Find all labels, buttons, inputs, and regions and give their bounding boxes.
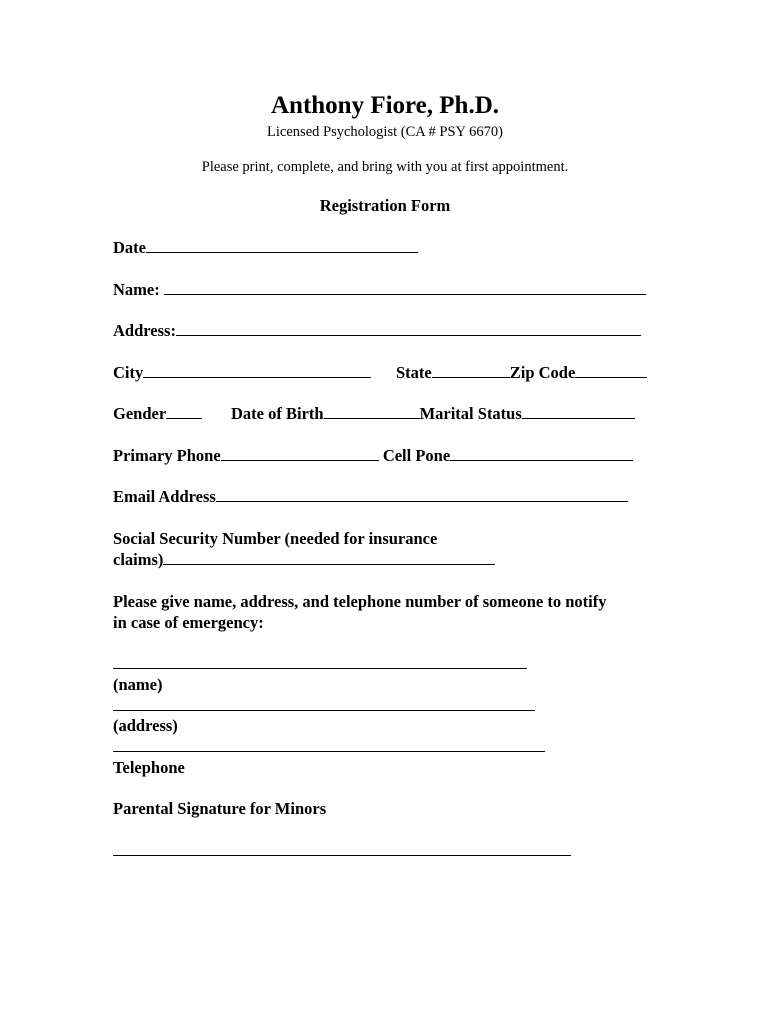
address-label: Address: <box>113 321 176 340</box>
form-heading: Registration Form <box>319 196 451 215</box>
dob-label: Date of Birth <box>231 404 324 423</box>
zip-label: Zip Code <box>509 363 576 382</box>
cell-phone-label: Cell Pone <box>382 446 451 465</box>
emergency-address-label: (address) <box>113 716 178 735</box>
city-row <box>113 363 371 383</box>
parental-signature-field[interactable] <box>113 841 571 856</box>
address-field[interactable] <box>176 321 641 336</box>
zip-field[interactable] <box>575 363 647 378</box>
instruction-text: Please print, complete, and bring with you at first appointment. <box>201 159 569 175</box>
name-row <box>113 280 646 300</box>
state-zip-row <box>396 363 647 383</box>
license-line: Licensed Psychologist (CA # PSY 6670) <box>267 124 503 140</box>
practitioner-name: Anthony Fiore, Ph.D. <box>270 92 500 119</box>
name-label: Name: <box>113 280 160 299</box>
gender-row <box>113 404 202 424</box>
emergency-name-row <box>113 654 527 674</box>
signature-row <box>113 841 571 861</box>
state-label: State <box>396 363 432 382</box>
emergency-telephone-label: Telephone <box>113 758 185 777</box>
ssn-label-line2: claims) <box>113 550 164 569</box>
marital-field[interactable] <box>522 404 635 419</box>
marital-label: Marital Status <box>419 404 522 423</box>
emergency-address-field[interactable] <box>113 696 535 711</box>
state-field[interactable] <box>432 363 510 378</box>
city-label: City <box>113 363 144 382</box>
ssn-field[interactable] <box>163 550 495 565</box>
emergency-prompt-line1: Please give name, address, and telephone number of someone to notify <box>113 592 607 611</box>
emergency-address-row <box>113 696 535 716</box>
date-row <box>113 238 418 258</box>
gender-label: Gender <box>113 404 167 423</box>
email-field[interactable] <box>216 487 628 502</box>
dob-field[interactable] <box>324 404 420 419</box>
email-label: Email Address <box>113 487 216 506</box>
parental-signature-label: Parental Signature for Minors <box>113 799 327 818</box>
ssn-label-line1: Social Security Number (needed for insurance <box>113 529 438 548</box>
phone-row <box>113 446 633 466</box>
cell-phone-field[interactable] <box>450 446 633 461</box>
emergency-prompt-line2: in case of emergency: <box>113 613 264 632</box>
date-label: Date <box>113 238 146 257</box>
city-field[interactable] <box>143 363 371 378</box>
emergency-telephone-field[interactable] <box>113 737 545 752</box>
date-field[interactable] <box>146 238 418 253</box>
emergency-telephone-row <box>113 737 545 757</box>
primary-phone-label: Primary Phone <box>113 446 221 465</box>
address-row <box>113 321 641 341</box>
emergency-name-field[interactable] <box>113 654 527 669</box>
emergency-name-label: (name) <box>113 675 163 694</box>
dob-marital-row <box>231 404 635 424</box>
ssn-row <box>113 550 495 570</box>
primary-phone-field[interactable] <box>221 446 379 461</box>
name-field[interactable] <box>164 280 646 295</box>
email-row <box>113 487 628 507</box>
gender-field[interactable] <box>166 404 202 419</box>
